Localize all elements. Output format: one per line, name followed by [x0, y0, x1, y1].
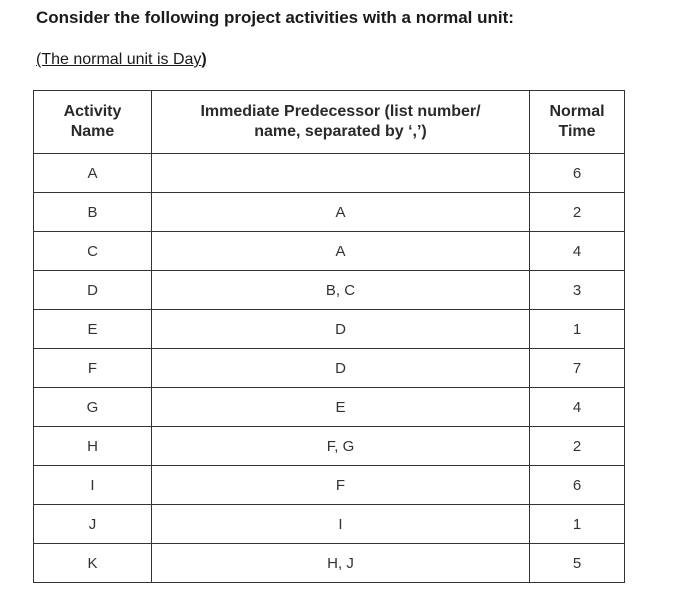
page-heading: Consider the following project activities with a normal unit: — [36, 8, 514, 27]
normal-time-cell: 6 — [530, 466, 625, 505]
activity-name-cell: J — [34, 505, 152, 544]
activities-table — [33, 90, 625, 583]
activity-name-cell: D — [34, 271, 152, 310]
activity-name-cell: H — [34, 427, 152, 466]
activity-name-cell: G — [34, 388, 152, 427]
header-normal-time-line2: Time — [558, 123, 596, 140]
predecessor-cell: H, J — [152, 544, 530, 583]
header-predecessor-line1: Immediate Predecessor (list number/ — [200, 103, 481, 120]
unit-note-close-paren: ) — [201, 51, 207, 68]
activity-name-cell: K — [34, 544, 152, 583]
normal-time-cell: 2 — [530, 193, 625, 232]
predecessor-cell: F, G — [152, 427, 530, 466]
normal-time-cell: 5 — [530, 544, 625, 583]
normal-time-cell: 6 — [530, 154, 625, 193]
predecessor-cell: E — [152, 388, 530, 427]
table-row — [34, 154, 625, 193]
header-predecessor-line2: name, separated by ‘,’) — [254, 123, 427, 140]
predecessor-cell: A — [152, 193, 530, 232]
normal-time-cell: 7 — [530, 349, 625, 388]
table-row — [34, 310, 625, 349]
table-row — [34, 271, 625, 310]
table-row — [34, 544, 625, 583]
predecessor-cell: B, C — [152, 271, 530, 310]
table-row — [34, 193, 625, 232]
header-normal-time — [530, 91, 625, 154]
normal-time-cell: 2 — [530, 427, 625, 466]
activity-name-cell: F — [34, 349, 152, 388]
header-normal-time-line1: Normal — [549, 103, 605, 120]
unit-note-text: (The normal unit is Day — [36, 51, 202, 68]
normal-time-cell: 1 — [530, 505, 625, 544]
header-immediate-predecessor — [152, 91, 530, 154]
table-row — [34, 466, 625, 505]
activity-name-cell: I — [34, 466, 152, 505]
predecessor-cell: D — [152, 310, 530, 349]
normal-time-cell: 3 — [530, 271, 625, 310]
activity-name-cell: C — [34, 232, 152, 271]
activity-name-cell: A — [34, 154, 152, 193]
header-activity-name-line2: Name — [70, 123, 115, 140]
table-row — [34, 232, 625, 271]
table-row — [34, 349, 625, 388]
header-activity-name-line1: Activity — [63, 103, 122, 120]
table-header-row — [34, 91, 625, 154]
predecessor-cell: D — [152, 349, 530, 388]
predecessor-cell: F — [152, 466, 530, 505]
table-row — [34, 388, 625, 427]
normal-time-cell: 4 — [530, 232, 625, 271]
predecessor-cell: A — [152, 232, 530, 271]
normal-time-cell: 1 — [530, 310, 625, 349]
activity-name-cell: B — [34, 193, 152, 232]
unit-note — [36, 51, 207, 69]
header-activity-name — [34, 91, 152, 154]
normal-time-cell: 4 — [530, 388, 625, 427]
table-row — [34, 427, 625, 466]
activity-name-cell: E — [34, 310, 152, 349]
predecessor-cell — [152, 154, 530, 193]
predecessor-cell: I — [152, 505, 530, 544]
table-row — [34, 505, 625, 544]
